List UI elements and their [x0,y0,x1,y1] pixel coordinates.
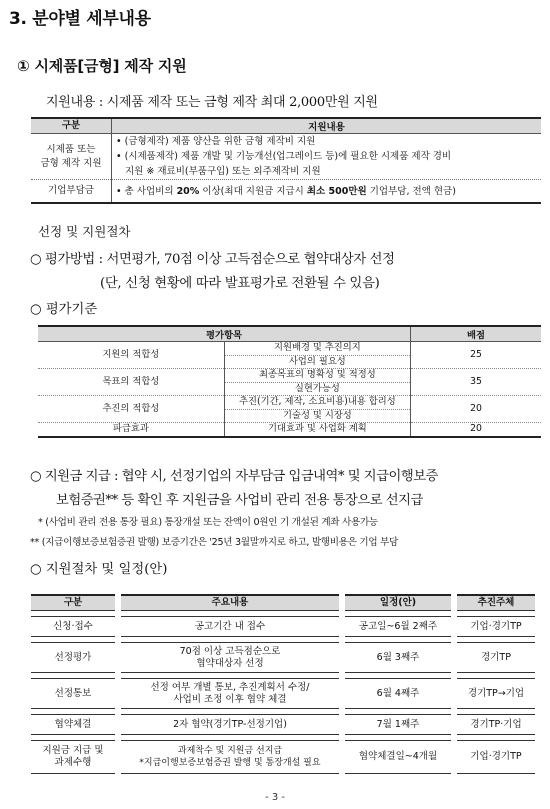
table-row [38,369,541,383]
category-line: 과제수행 [54,757,92,768]
payment-line: ○ 지원금 지급 : 협약 시, 선정기업의 자부담금 입금내역* 및 지급이행보증 [30,469,438,484]
step-category: 선정통보 [31,678,115,709]
row-label-line: 시제품 또는 [46,143,96,155]
evaluation-criteria-table [38,325,541,438]
step-content [121,642,339,673]
criteria-item: 기대효과 및 사업화 계획 [224,423,410,437]
table-row [38,342,541,356]
step-schedule: 공고일~6월 2째주 [345,616,451,637]
selection-title: 선정 및 지원절차 [38,224,131,239]
criteria-item: 지원배경 및 추진의지 [224,342,410,356]
bold-text: 최소 500만원 [306,185,367,197]
eval-method: ○ 평가방법 : 서면평가, 70점 이상 고득점순으로 협약대상자 선정 [30,252,395,267]
table-header-cell: 구분 [31,118,112,134]
page-number: - 3 - [265,792,285,803]
table-row [38,396,541,410]
footnote: ** (지급이행보증보험증권 발행) 보증기간은 '25년 3월말까지로 하고, 발행비용은 기업 부담 [30,537,399,548]
step-content [121,740,339,774]
step-actor: 경기TP→기업 [457,678,535,709]
step-category: 신청·접수 [31,616,115,637]
table-header-cell: 추진주체 [457,594,535,611]
content-line: 사업비 조정 이후 협약 체결 [173,693,287,705]
step-content [121,678,339,709]
category-line: 지원금 지급 및 [42,745,104,756]
step-schedule: 6월 3째주 [345,642,451,673]
table-header-cell: 평가항목 [38,326,411,342]
content-line: 선정 여부 개별 통보, 추진계획서 수정/ [150,681,310,693]
step-actor: 경기TP [457,642,535,673]
table-row [31,642,535,673]
content-line: *지급이행보증보험증권 발행 및 통장개설 필요 [139,758,321,768]
support-summary: 지원내용 : 시제품 제작 또는 금형 제작 최대 2,000만원 지원 [46,95,378,110]
criteria-category: 지원의 적합성 [38,342,224,369]
criteria-score: 25 [411,342,542,369]
step-actor: 경기TP·기업 [457,714,535,735]
table-header-row [38,326,541,342]
step-content: 공고기간 내 접수 [121,616,339,637]
table-row [31,180,541,204]
procedure-schedule-table [25,589,541,779]
step-category: 협약체결 [31,714,115,735]
table-row [31,134,541,180]
table-row [31,678,535,709]
criteria-item: 실현가능성 [224,382,410,396]
table-header-cell: 지원내용 [112,118,542,134]
step-schedule: 협약체결일~4개월 [345,740,451,774]
payment-line: 보험증권** 등 확인 후 지원금을 사업비 관리 전용 통장으로 선지급 [56,493,423,508]
step-category [31,740,115,774]
procedure-title: ○ 지원절차 및 일정(안) [30,562,168,577]
bullet-item: • (금형제작) 제품 양산을 위한 금형 제작비 지원 [116,136,316,147]
table-row [38,423,541,437]
content-line: 협약대상자 선정 [196,657,264,669]
table-header-row [31,594,535,611]
text-run: 기업부담, 전액 현금) [366,185,456,197]
eval-criteria-title: ○ 평가기준 [30,302,98,317]
table-header-cell: 배점 [411,326,542,342]
table-header-row [31,118,541,134]
bullet-item-cont: 지원 ※ 재료비(부품구입) 또는 외주제작비 지원 [125,166,321,177]
support-content-table [31,117,541,204]
row-content [112,134,542,180]
table-header-cell: 구분 [31,594,115,611]
criteria-category: 추진의 적합성 [38,396,224,423]
step-actor: 기업·경기TP [457,616,535,637]
table-header-cell: 주요내용 [121,594,339,611]
criteria-score: 20 [411,423,542,437]
step-content: 2자 협약(경기TP-선정기업) [121,714,339,735]
criteria-category: 파급효과 [38,423,224,437]
criteria-item: 기술성 및 시장성 [224,409,410,423]
criteria-score: 35 [411,369,542,396]
table-row [31,714,535,735]
section-title: 3. 분야별 세부내용 [9,9,151,29]
criteria-item: 추진(기간, 제작, 소요비용)내용 합리성 [224,396,410,410]
step-schedule: 7월 1째주 [345,714,451,735]
criteria-item: 최종목표의 명확성 및 적정성 [224,369,410,383]
criteria-score: 20 [411,396,542,423]
criteria-item: 사업의 필요성 [224,355,410,369]
table-header-cell: 일정(안) [345,594,451,611]
text-run: 이상(최대 지원금 지급시 [199,185,307,197]
step-actor: 기업·경기TP [457,740,535,774]
row-label [31,134,112,180]
criteria-category: 목표의 적합성 [38,369,224,396]
content-line: 과제착수 및 지원금 선지급 [177,746,283,756]
text-run: • 총 사업비의 [116,185,177,197]
eval-method-note: (단, 신청 현황에 따라 발표평가로 전환될 수 있음) [100,276,380,291]
bold-text: 20% [176,185,200,197]
footnote: * (사업비 관리 전용 통장 필요) 통장개설 또는 잔액이 0원인 기 개설된 계좌 사용가능 [38,517,378,528]
table-row [31,616,535,637]
step-category: 선정평가 [31,642,115,673]
step-schedule: 6월 4째주 [345,678,451,709]
table-row [31,740,535,774]
bullet-item: • (시제품제작) 제품 개발 및 기능개선(업그레이드 등)에 필요한 시제품 제작 경비 [116,151,452,162]
row-label-line: 금형 제작 지원 [40,157,102,169]
row-label: 기업부담금 [31,180,112,204]
row-content [112,180,542,204]
content-line: 70점 이상 고득점순으로 [179,645,281,657]
subsection-title: ① 시제품[금형] 제작 지원 [17,57,187,75]
